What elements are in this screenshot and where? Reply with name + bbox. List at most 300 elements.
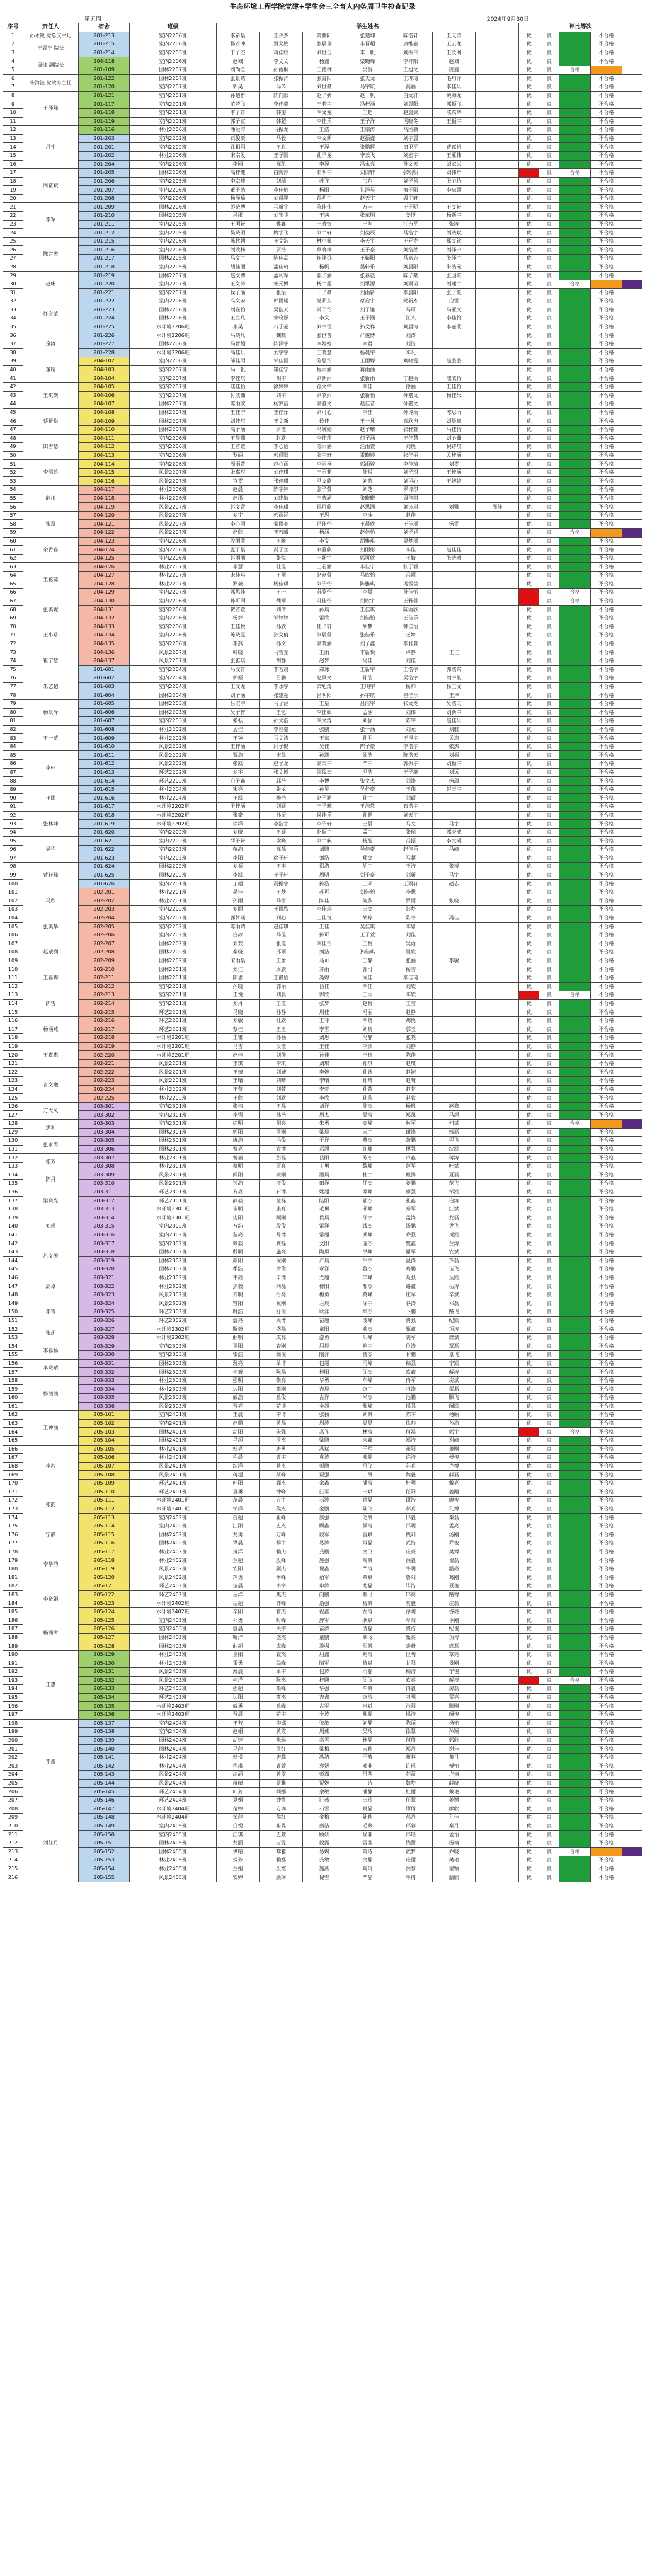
row-number: 214 [3,1856,23,1865]
grade-3: 不合格 [591,1771,622,1780]
row-number: 115 [3,1008,23,1017]
row-number: 68 [3,606,23,614]
grade-3: 不合格 [591,1137,622,1146]
grade-flag [622,1479,642,1488]
owner-cell: 张玥 [23,1325,79,1342]
student-name: 林涛 [346,1428,389,1437]
table-row [3,1368,642,1377]
student-name: 冯晓冬 [389,117,433,126]
student-name [476,1274,519,1282]
student-name [432,811,476,820]
student-name: 李世豪 [260,725,303,734]
student-name [476,391,519,400]
grade-0: 优 [519,1599,539,1608]
student-name: 李博 [260,1411,303,1420]
grade-3: 不合格 [591,1351,622,1360]
grade-0: 优 [519,1016,539,1025]
grade-0: 优 [519,1488,539,1497]
student-name: 邵明 [389,1522,433,1531]
dorm-cell: 204-103 [78,365,130,374]
student-name [476,1162,519,1171]
grade-3: 不合格 [591,957,622,965]
student-name: 王子豪 [389,768,433,777]
student-name: 揭强 [389,1402,433,1411]
row-number: 145 [3,1265,23,1274]
class-cell: 室内2201班 [130,880,216,888]
grade-3: 不合格 [591,717,622,726]
grade-0: 优 [519,1582,539,1591]
student-name: 卫阳 [216,1650,260,1659]
row-number: 2 [3,40,23,49]
grade-0: 优 [519,468,539,477]
dorm-cell: 201-626 [78,880,130,888]
student-name: 常鹏阳 [302,32,346,40]
row-number: 49 [3,443,23,452]
grade-3: 不合格 [591,1428,622,1437]
student-name [476,708,519,717]
student-name: 刘远 [432,768,476,777]
student-name: 刘硕 [260,803,303,812]
grade-selected [559,289,591,297]
grade-3: 不合格 [591,1025,622,1034]
grade-3: 不合格 [591,1419,622,1428]
student-name: 霍浩 [216,1351,260,1360]
student-name: 张文杰 [346,777,389,786]
student-name: 李阳 [216,854,260,863]
grade-selected [559,443,591,452]
student-name: 赵萱 [389,1085,433,1094]
grade-flag [622,1753,642,1762]
student-name: 孙欣 [346,1094,389,1103]
row-number: 13 [3,134,23,143]
student-name: 张景皓 [216,74,260,83]
student-name: 刘元 [389,725,433,734]
student-name: 王伟 [389,785,433,794]
grade-3: 不合格 [591,1831,622,1839]
student-name: 张心怡 [432,177,476,186]
grade-3: 不合格 [591,1085,622,1094]
student-name: 余刚 [260,1171,303,1180]
grade-3: 不合格 [591,246,622,255]
student-name [476,1650,519,1659]
student-name: 毕浩 [389,1582,433,1591]
class-cell: 风景2201班 [130,1068,216,1077]
student-name: 杨佳琪 [260,580,303,589]
student-name: 胡亮 [260,1120,303,1129]
row-number: 132 [3,1154,23,1163]
table-row [3,563,642,572]
student-name: 李佳 [346,408,389,417]
student-name: 吴玲 [346,1728,389,1737]
grade-1: 良 [539,451,559,460]
dorm-cell: 205-129 [78,1650,130,1659]
grade-0: 优 [519,425,539,434]
student-name: 汤鹏 [389,1222,433,1231]
class-cell: 室内2201班 [130,91,216,100]
row-number: 117 [3,1025,23,1034]
grade-0: 优 [519,1497,539,1505]
student-name: 王佳琪 [346,606,389,614]
class-cell: 林业2206班 [130,126,216,135]
student-name [476,314,519,323]
student-name: 刘晓斌 [432,229,476,238]
student-name: 周佳 [302,1008,346,1017]
grade-selected [559,1265,591,1274]
table-row [3,151,642,160]
student-name: 查刚 [260,1342,303,1351]
table-row [3,751,642,760]
student-name: 刘佳怡 [346,888,389,897]
grade-0: 优 [519,357,539,366]
dorm-cell: 203-320 [78,1265,130,1274]
student-name [476,1762,519,1771]
row-number: 87 [3,768,23,777]
student-name: 赵子晴 [346,425,389,434]
student-name: 瞿亮 [432,1693,476,1702]
student-name: 郗磊 [346,1710,389,1719]
table-row [3,880,642,888]
student-name [476,631,519,640]
student-name [476,1693,519,1702]
table-row [3,1590,642,1599]
student-name: 赵志 [432,880,476,888]
grade-0: 优 [519,965,539,974]
student-name: 刘佳琪 [260,468,303,477]
grade-3: 不合格 [591,134,622,143]
student-name: 刘世玉 [302,49,346,57]
student-name: 李晨 [346,589,389,597]
grade-flag [622,1291,642,1299]
student-name: 冯洁 [302,1753,346,1762]
grade-selected [519,597,539,606]
row-number: 146 [3,1274,23,1282]
student-name: 邹佳雨 [216,357,260,366]
student-name: 梅勇 [302,1291,346,1299]
student-name: 徐洋 [216,820,260,829]
student-name: 陆阳 [302,1197,346,1205]
student-name: 李文新 [302,134,346,143]
grade-0: 优 [519,606,539,614]
student-name: 齐峰 [260,1599,303,1608]
grade-1: 良 [539,665,559,674]
student-name: 邓菲 [346,1762,389,1771]
grade-flag [622,1376,642,1385]
grade-1: 良 [539,520,559,529]
grade-flag [622,1120,642,1129]
student-name [476,1256,519,1265]
grade-selected [559,1805,591,1814]
owner-cell: 言文曦 [23,1068,79,1102]
dorm-cell: 204-107 [78,400,130,409]
student-name: 李萱 [302,1085,346,1094]
student-name [476,1642,519,1651]
student-name: 胡婷 [346,914,389,923]
page-title: 生态环境工程学院党建+学生会三全育人内务周卫生检查记录 [229,3,416,11]
student-name: 聂俊 [432,1582,476,1591]
student-name [432,331,476,340]
student-name: 高磊 [260,846,303,854]
table-row [3,665,642,674]
grade-3: 不合格 [591,854,622,863]
row-number: 61 [3,546,23,555]
student-name [476,365,519,374]
student-name: 杨帆 [302,263,346,272]
student-name [476,451,519,460]
class-cell: 室内2203班 [130,854,216,863]
student-name: 卢楠 [432,1771,476,1780]
table-row [3,1325,642,1334]
grade-0: 优 [519,143,539,152]
student-name [476,1291,519,1299]
dorm-cell: 203-306 [78,1145,130,1154]
grade-1: 良 [539,1419,559,1428]
row-number: 95 [3,837,23,846]
grade-selected [559,699,591,708]
grade-flag [622,100,642,109]
student-name: 马子涵 [260,699,303,708]
student-name: 赵梦 [302,657,346,665]
student-name [476,177,519,186]
table-row [3,1573,642,1582]
grade-selected [559,846,591,854]
student-name: 金梅 [302,1814,346,1822]
student-name: 温亮 [432,1565,476,1573]
grade-selected [559,982,591,991]
student-name [476,906,519,914]
row-number: 62 [3,554,23,563]
grade-0: 优 [519,1274,539,1282]
student-name: 王立凡 [216,314,260,323]
table-row [3,820,642,829]
student-name: 王若宇 [302,100,346,109]
student-name: 孙欣 [260,623,303,631]
grade-0: 优 [519,1077,539,1086]
student-name: 陈子豪 [346,742,389,751]
student-name: 庞丽 [389,1856,433,1865]
student-name: 刘晓敏 [260,494,303,503]
student-name: 姚磊 [346,1497,389,1505]
student-name: 蒋晴 [216,1779,260,1788]
class-cell: 园林2401班 [130,1428,216,1437]
row-number: 122 [3,1068,23,1077]
grade-3: 不合格 [591,1308,622,1317]
student-name: 邵宇 [346,1214,389,1222]
student-name: 章斌 [346,1573,389,1582]
student-name: 刘嘉怡 [216,306,260,314]
student-name: 闫子健 [260,742,303,751]
grade-3: 不合格 [591,940,622,948]
grade-flag [622,717,642,726]
student-name: 王悦 [216,991,260,1000]
dorm-cell: 203-313 [78,1205,130,1214]
student-name: 路飞 [432,1308,476,1317]
student-name: 冯佳 [432,914,476,923]
grade-1: 良 [539,1445,559,1454]
student-name: 江阳 [216,1522,260,1531]
student-name: 姜刚 [432,1488,476,1497]
student-name: 刘思源 [346,280,389,289]
student-name: 杨若冲 [216,40,260,49]
row-number: 103 [3,906,23,914]
student-name: 管杰 [260,1607,303,1616]
grade-3: 不合格 [591,648,622,657]
student-name: 陈雨涵 [302,443,346,452]
dorm-cell: 201-211 [78,220,130,229]
grade-flag [622,1573,642,1582]
student-name: 李佳 [346,382,389,391]
student-name: 周欣 [260,965,303,974]
student-name: 田文 [346,906,389,914]
grade-3: 不合格 [591,1359,622,1368]
grade-1: 良 [539,374,559,383]
owner-cell: 曹轩峰 [23,863,79,888]
grade-0: 优 [519,837,539,846]
dorm-cell: 201-625 [78,871,130,880]
grade-3: 不合格 [591,91,622,100]
student-name: 常子怡 [302,306,346,314]
student-name: 吴轩乐 [346,263,389,272]
grade-1: 良 [539,108,559,117]
student-name: 文静 [346,1856,389,1865]
grade-flag [622,443,642,452]
table-row [3,1848,642,1856]
grade-1: 良 [539,1616,559,1625]
student-name: 丁子杰 [216,49,260,57]
table-row [3,1814,642,1822]
grade-1: 良 [539,1865,559,1873]
row-number: 128 [3,1120,23,1129]
grade-flag [622,229,642,238]
student-name: 成东辉 [432,108,476,117]
student-name: 张建超 [260,691,303,700]
student-name: 胡梦 [346,623,389,631]
student-name: 薄亮 [216,1359,260,1368]
student-name: 赵鹏 [216,1419,260,1428]
student-name: 祁磊 [432,1299,476,1308]
grade-1: 良 [539,880,559,888]
student-name: 孙萱 [346,1085,389,1094]
grade-0: 优 [519,203,539,212]
student-name: 刘晨阳 [389,100,433,109]
student-name [476,1710,519,1719]
grade-flag [622,931,642,940]
grade-3: 不合格 [591,1839,622,1848]
grade-0: 优 [519,1814,539,1822]
student-name: 夏勇 [216,1488,260,1497]
student-name: 侯佳乐 [302,811,346,820]
table-row [3,220,642,229]
student-name: 孙佳 [302,1051,346,1060]
student-name: 李佳琦 [389,460,433,469]
grade-1: 良 [539,760,559,769]
student-name [476,1222,519,1231]
student-name [432,194,476,203]
student-name: 孙涵 [260,1034,303,1043]
row-number: 144 [3,1256,23,1265]
student-name: 施强 [302,1556,346,1565]
grade-0: 优 [519,1796,539,1805]
grade-1: 良 [539,400,559,409]
dorm-cell: 203-310 [78,1180,130,1188]
student-name: 安阳 [216,1565,260,1573]
student-name: 鲍宇 [346,1342,389,1351]
student-name: 蒋雨涵 [346,365,389,374]
student-name [476,623,519,631]
grade-selected [559,742,591,751]
grade-0: 优 [519,1419,539,1428]
student-name: 王泽 [302,143,346,152]
table-row [3,417,642,426]
student-name: 梁鹏 [302,1436,346,1445]
grade-1: 良 [539,1008,559,1017]
grade-selected [559,1051,591,1060]
row-number: 150 [3,1308,23,1317]
grade-1: 良 [539,272,559,280]
grade-3: 不合格 [591,255,622,263]
student-name: 柳阳 [302,1282,346,1291]
student-name: 吴佳 [216,888,260,897]
student-name: 李文 [302,537,346,546]
grade-3: 不合格 [591,1231,622,1239]
grade-1: 良 [539,511,559,520]
grade-selected [559,1831,591,1839]
grade-selected [519,1676,539,1685]
dorm-cell: 201-226 [78,331,130,340]
student-name: 姚鑫 [260,220,303,229]
dorm-cell: 203-302 [78,1111,130,1120]
student-name: 贺凯 [432,1231,476,1239]
student-name: 李晴 [302,1077,346,1086]
student-name: 冯雪莹 [389,580,433,589]
student-name: 刘强 [346,717,389,726]
grade-selected [559,648,591,657]
grade-1: 良 [539,1248,559,1256]
class-cell: 林业2202班 [130,1094,216,1103]
student-name [476,999,519,1008]
student-name [476,923,519,931]
table-row [3,443,642,452]
class-cell: 室内2206班 [130,606,216,614]
dorm-cell: 201-618 [78,811,130,820]
grade-selected [559,1462,591,1471]
grade-0: 优 [519,1505,539,1514]
student-name: 王子阳 [260,151,303,160]
student-name: 王蕾 [260,957,303,965]
grade-1: 良 [539,365,559,374]
grade-0: 优 [519,1771,539,1780]
student-name [476,1514,519,1522]
grade-3: 不合格 [591,1471,622,1480]
student-name: 刘子涵 [216,691,260,700]
student-name: 纪俊 [432,1625,476,1634]
student-name: 郭浩东 [432,665,476,674]
row-number: 197 [3,1710,23,1719]
student-name: 阎阳 [216,1171,260,1180]
dorm-cell: 201-119 [78,117,130,126]
grade-selected [559,1514,591,1522]
grade-flag [622,1016,642,1025]
student-name: 孙文浩 [260,717,303,726]
grade-flag [622,1839,642,1848]
row-number: 129 [3,1128,23,1137]
table-row [3,906,642,914]
table-row [3,1394,642,1403]
class-cell: 风景2202班 [130,760,216,769]
grade-flag [622,1325,642,1334]
student-name: 赵思涵 [346,503,389,512]
student-name: 宋莉 [346,1745,389,1754]
grade-1: 良 [539,1788,559,1797]
